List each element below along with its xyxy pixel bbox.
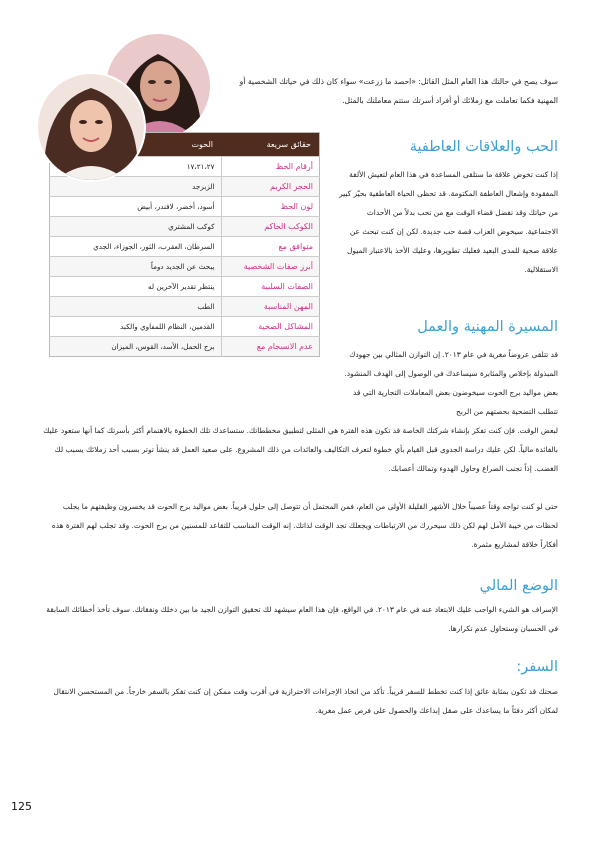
career-paragraph-extra: حتى لو كنت تواجه وقتاً عصيباً خلال الأشهر القليلة الأولى من العام، فمن المحتمل أن تتوصل إلى حلول قريباً. بعض مواليد برج الحوت قد يخسرون وظيفتهم ما يجلب لحظات من خيبة الأمل لهم لكن ذلك سيحررك من الارتباطات ويجعلك تجد الوقت لذاتك. إنه الوقت المناسب للتقاعد للمسنين من برج الحوت. وقد تجلب لهم الفترة هذه أفكاراً خلاقة لمشاريع مثمرة. <box>51 502 558 549</box>
fact-value: القدمين، النظام اللمفاوي والكبد <box>50 317 222 337</box>
intro-paragraph: سوف يصح في حالتك هذا العام المثل القائل: «احصد ما زرعت» سواء كان ذلك في حياتك الشخصية أو المهنية فكما تعاملت مع زملائك أو أفراد أسرتك ستتم معاملتك بالمثل. <box>239 77 558 105</box>
table-row <box>50 237 320 257</box>
fact-key: المهن المناسبة <box>221 297 320 317</box>
fact-value: الطب <box>50 297 222 317</box>
fact-value: السرطان، العقرب، الثور، الجوزاء، الجدي <box>50 237 222 257</box>
fact-value: ١٧،٢١،٢٧ <box>50 157 222 177</box>
section-heading-love: الحب والعلاقات العاطفية <box>409 139 558 155</box>
fact-value: كوكب المشتري <box>50 217 222 237</box>
fact-key: الصفات السلبية <box>221 277 320 297</box>
section-heading-career: المسيرة المهنية والعمل <box>417 319 558 335</box>
fact-value: ينتظر تقدير الآخرين له <box>50 277 222 297</box>
table-row <box>50 337 320 357</box>
fact-value: أسود، أخضر، لافندر، أبيض <box>50 197 222 217</box>
section-heading-money: الوضع المالي <box>479 578 558 594</box>
table-row <box>50 257 320 277</box>
facts-header-value: الحوت <box>50 133 222 157</box>
fact-key: المشاكل الصحية <box>221 317 320 337</box>
page-number: 125 <box>11 800 32 813</box>
fact-key: أرقام الحظ <box>221 157 320 177</box>
table-row <box>50 277 320 297</box>
table-row <box>50 317 320 337</box>
fact-value: يبحث عن الجديد دوماً <box>50 257 222 277</box>
fact-key: الكوكب الحاكم <box>221 217 320 237</box>
fact-value: الزبرجد <box>50 177 222 197</box>
fact-key: متوافق مع <box>221 237 320 257</box>
portrait-photo-bottom <box>36 72 146 182</box>
facts-header-key: حقائق سريعة <box>221 133 320 157</box>
table-row <box>50 197 320 217</box>
career-paragraph: قد تتلقى عروضاً مغرية في عام ٢٠١٣. إن التوازن المثالي بين جهودك المبذولة بإخلاص والمثابرة سيساعدك في الوصول إلى الهدف المنشود. بعض مواليد برج الحوت سيخوضون بعض المعاملات التجارية التي قد تتطلب التضحية بحصتهم من الربح <box>344 350 558 416</box>
fact-key: أبرز صفات الشخصية <box>221 257 320 277</box>
section-heading-travel: السفر: <box>516 659 558 675</box>
travel-paragraph: صحتك قد تكون بمثابة عائق إذا كنت تخطط للسفر قريباً. تأكد من اتخاذ الإجراءات الاحترازية في أقرب وقت ممكن إن كنت تفكر بالسفر خارجاً. من المستحسن الانتقال لمكان أكثر دفئاً ما يساعدك على صقل إبداعك والحصول على فرص عمل مغرية. <box>53 687 558 715</box>
money-paragraph: الإسراف هو الشيء الواجب عليك الابتعاد عنه في عام ٢٠١٣. في الواقع، فإن هذا العام سيشهد لك تحقيق التوازن الجيد ما بين دخلك ونفقاتك. سوف تأخذ أخطائك السابقة في الحسبان وستحاول عدم تكرارها. <box>46 605 558 633</box>
fact-key: لون الحظ <box>221 197 320 217</box>
fact-value: برج الحمل، الأسد، القوس، الميزان <box>50 337 222 357</box>
fact-key: عدم الانسجام مع <box>221 337 320 357</box>
love-paragraph: إذا كنت تخوض علاقة ما ستلقى المساعدة في هذا العام لتعيش الألفة المفقودة وإشعال العاطفة المكتومة. قد تحظى الحياة العاطفية بحيّز كبير من حياتك وقد تفضل قضاء الوقت مع من تحب بدلاً من الأحداث الاجتماعية. سيخوض العزاب قصة حب جديدة. لكن إن كنت تبحث عن علاقة صحية للمدى البعيد فعليك تطويرها، وعليك الأخذ بالاعتبار الميول الاستقلالية. <box>339 170 558 274</box>
table-row <box>50 297 320 317</box>
career-paragraph-continued: لبعض الوقت. فإن كنت تفكر بإنشاء شركتك الخاصة قد تكون هذه الفترة هي المثلى لتطبيق مخططاتك. ستساعدك تلك الخطوة بالاهتمام أكثر بأسرتك كما أنها ستعود عليك بالفائدة مالياً. لكن عليك دراسة الجدوى قبل القيام بأي خطوة لتعرف التكاليف والعائدات من ذلك المشروع. على صعيد العمل قد ينشأ توتر بسبب أحد زملائك يسبب لك الغضب. إذاً تجنب الصراع وحاول الهدوء وتمالك أعصابك. <box>43 426 558 473</box>
fact-key: الحجر الكريم <box>221 177 320 197</box>
table-row <box>50 217 320 237</box>
